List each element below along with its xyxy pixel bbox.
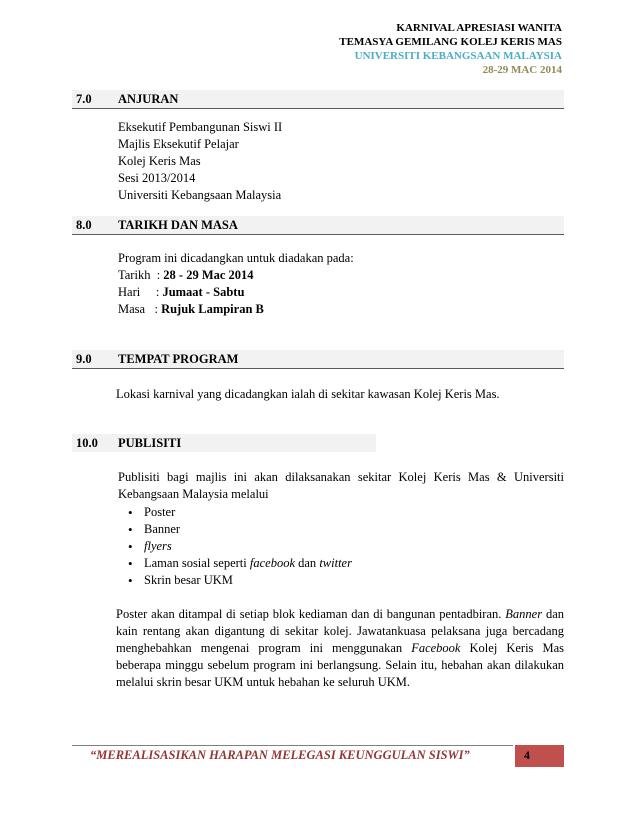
section-heading-publisiti [72,434,376,452]
page-number: 4 [524,748,530,762]
anjuran-list [118,119,282,204]
page-number-box [513,745,564,767]
list-item: • flyers [122,538,352,555]
anjuran-line: Eksekutif Pembangunan Siswi II [118,120,283,134]
document-header [339,21,562,77]
anjuran-line: Sesi 2013/2014 [118,171,196,185]
masa-value: Rujuk Lampiran B [161,302,264,316]
publisiti-intro: Publisiti bagi majlis ini akan dilaksanakan sekitar Kolej Keris Mas & Universiti Kebangsaan Malaysia melalui [118,470,564,501]
section-title: TARIKH DAN MASA [118,218,238,232]
publisiti-paragraph: Poster akan ditampal di setiap blok kediaman dan di bangunan pentadbiran. Banner dan kain rentang akan digantung di sekitar kolej. Jawatankuasa pelaksana juga bercadang menghebahkan mengenai program ini menggunakan Facebook Kolej Keris Mas beberapa minggu sebelum program ini berlangsung. Selain itu, hebahan akan dilakukan melalui skrin besar UKM untuk hebahan ke seluruh UKM. [116,607,565,689]
section-number: 7.0 [76,92,92,106]
section-heading-tempat [72,350,564,369]
tarikh-details [118,250,354,318]
header-title: KARNIVAL APRESIASI WANITA [396,22,562,34]
section-number: 9.0 [76,352,92,366]
tarikh-intro: Program ini dicadangkan untuk diadakan pada: [118,251,354,265]
hari-value: Jumaat - Sabtu [162,285,245,299]
list-item: • Banner [122,521,352,538]
list-item: • Poster [122,504,352,521]
section-title: ANJURAN [118,92,179,106]
section-number: 8.0 [76,218,92,232]
section-heading-anjuran [72,90,564,109]
anjuran-line: Majlis Eksekutif Pelajar [118,137,239,151]
masa-row: Masa : Rujuk Lampiran B [118,302,264,316]
header-subtitle: TEMASYA GEMILANG KOLEJ KERIS MAS [339,36,562,48]
header-date: 28-29 MAC 2014 [482,64,562,76]
section-heading-tarikh [72,216,564,235]
section-title: TEMPAT PROGRAM [118,352,239,366]
section-number: 10.0 [76,436,98,450]
tarikh-value: 28 - 29 Mac 2014 [163,268,254,282]
header-university: UNIVERSITI KEBANGSAAN MALAYSIA [354,50,562,62]
footer-motto: “MEREALISASIKAN HARAPAN MELEGASI KEUNGGULAN SISWI” [90,748,470,762]
anjuran-line: Universiti Kebangsaan Malaysia [118,188,282,202]
tempat-text: Lokasi karnival yang dicadangkan ialah di sekitar kawasan Kolej Keris Mas. [116,387,500,401]
list-item: • Skrin besar UKM [122,572,352,589]
footer-rule [72,745,564,746]
hari-row: Hari : Jumaat - Sabtu [118,285,245,299]
section-title: PUBLISITI [118,436,182,450]
list-item: • Laman sosial seperti facebook dan twitter [122,555,352,572]
publisiti-list [122,504,352,589]
anjuran-line: Kolej Keris Mas [118,154,201,168]
tarikh-row: Tarikh : 28 - 29 Mac 2014 [118,268,254,282]
